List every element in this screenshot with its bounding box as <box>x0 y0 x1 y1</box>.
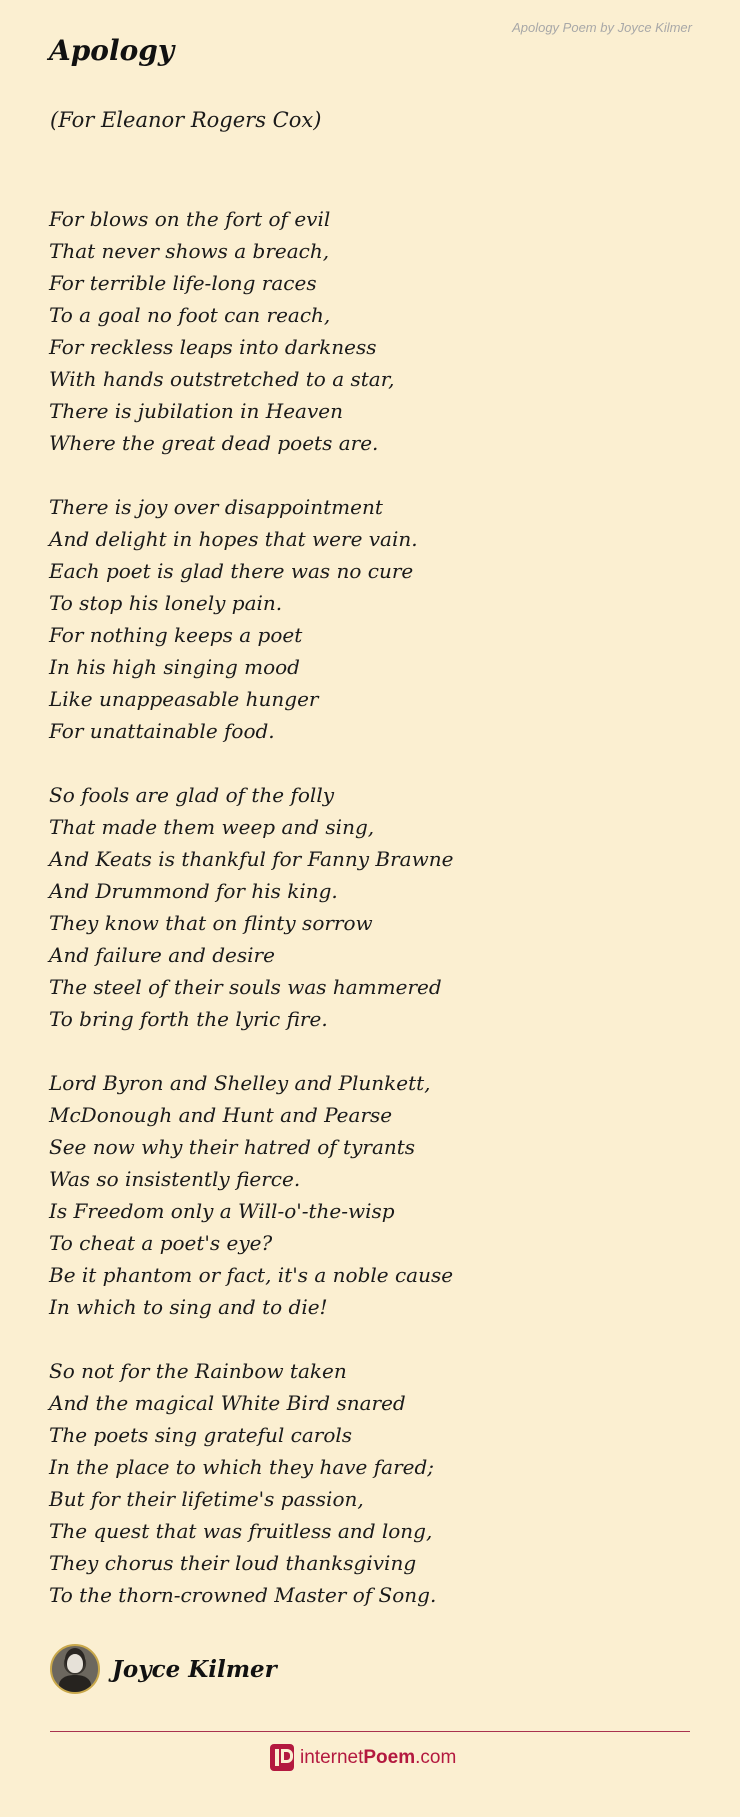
poem-line: Each poet is glad there was no cure <box>49 559 414 583</box>
poem-line: There is joy over disappointment <box>49 495 383 519</box>
author-name[interactable]: Joyce Kilmer <box>112 1655 277 1683</box>
poem-line: To a goal no foot can reach, <box>49 303 331 327</box>
poem-line: The poets sing grateful carols <box>49 1423 353 1447</box>
poem-line: For reckless leaps into darkness <box>49 335 377 359</box>
poem-dedication: (For Eleanor Rogers Cox) <box>50 108 322 132</box>
poem-line: To the thorn-crowned Master of Song. <box>49 1583 437 1607</box>
poem-stanza <box>49 491 453 747</box>
poem-line: For nothing keeps a poet <box>49 623 303 647</box>
author-avatar[interactable] <box>50 1644 100 1694</box>
poem-line: Was so insistently fierce. <box>49 1167 301 1191</box>
poem-line: In the place to which they have fared; <box>49 1455 435 1479</box>
poem-title: Apology <box>49 34 175 67</box>
site-logo[interactable] <box>270 1744 456 1771</box>
poem-line: So not for the Rainbow taken <box>49 1359 347 1383</box>
logo-icon <box>270 1744 294 1771</box>
poem-line: And failure and desire <box>49 943 275 967</box>
author-block[interactable] <box>50 1644 277 1694</box>
poem-line: So fools are glad of the folly <box>49 783 335 807</box>
logo-text <box>300 1747 456 1769</box>
logo-bold: Poem <box>363 1746 416 1768</box>
poem-line: And Keats is thankful for Fanny Brawne <box>49 847 454 871</box>
poem-line: To cheat a poet's eye? <box>49 1231 273 1255</box>
poem-line: They know that on flinty sorrow <box>49 911 373 935</box>
footer-divider <box>50 1731 690 1732</box>
poem-line: To stop his lonely pain. <box>49 591 283 615</box>
poem-stanza <box>49 779 453 1035</box>
poem-line: McDonough and Hunt and Pearse <box>49 1103 393 1127</box>
poem-line: And delight in hopes that were vain. <box>49 527 418 551</box>
poem-line: There is jubilation in Heaven <box>49 399 343 423</box>
poem-line: For blows on the fort of evil <box>49 207 331 231</box>
poem-stanza <box>49 1067 453 1323</box>
logo-suffix: .com <box>415 1746 457 1768</box>
poem-line: For unattainable food. <box>49 719 275 743</box>
poem-line: Be it phantom or fact, it's a noble cause <box>49 1263 454 1287</box>
poem-line: That never shows a breach, <box>49 239 330 263</box>
poem-line: The quest that was fruitless and long, <box>49 1519 433 1543</box>
poem-line: In his high singing mood <box>49 655 300 679</box>
poem-stanza <box>49 203 453 459</box>
poem-line: Lord Byron and Shelley and Plunkett, <box>49 1071 431 1095</box>
poem-line: They chorus their loud thanksgiving <box>49 1551 417 1575</box>
logo-prefix: internet <box>300 1746 364 1768</box>
header-credit: Apology Poem by Joyce Kilmer <box>512 20 692 35</box>
poem-line: In which to sing and to die! <box>49 1295 328 1319</box>
poem-line: But for their lifetime's passion, <box>49 1487 364 1511</box>
poem-line: The steel of their souls was hammered <box>49 975 442 999</box>
poem-line: Like unappeasable hunger <box>49 687 319 711</box>
poem-stanza <box>49 1355 453 1611</box>
poem-line: To bring forth the lyric fire. <box>49 1007 328 1031</box>
poem-line: Is Freedom only a Will-o'-the-wisp <box>49 1199 395 1223</box>
poem-line: With hands outstretched to a star, <box>49 367 395 391</box>
poem-line: For terrible life-long races <box>49 271 317 295</box>
poem-line: And the magical White Bird snared <box>49 1391 406 1415</box>
poem-line: Where the great dead poets are. <box>49 431 379 455</box>
poem-line: And Drummond for his king. <box>49 879 338 903</box>
poem-body <box>49 203 453 1643</box>
poem-line: See now why their hatred of tyrants <box>49 1135 416 1159</box>
poem-line: That made them weep and sing, <box>49 815 375 839</box>
